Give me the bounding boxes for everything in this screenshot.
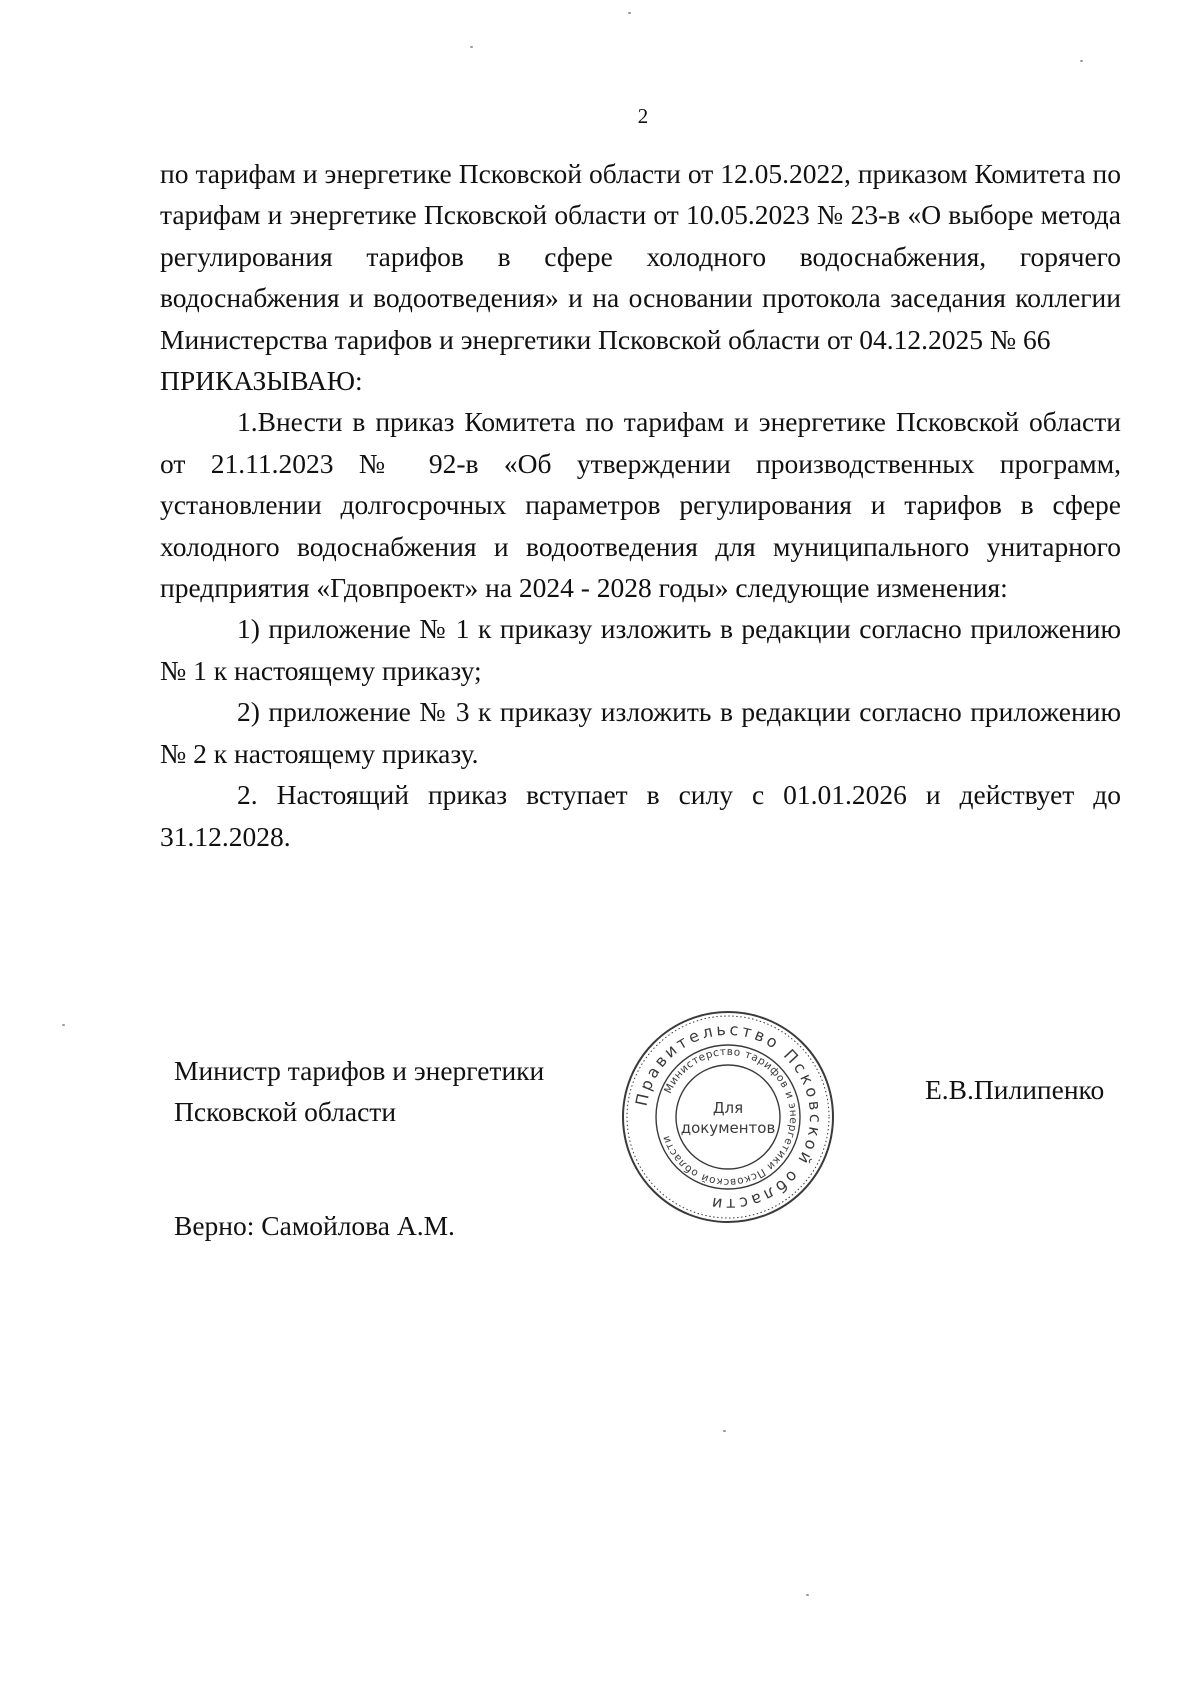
paragraph-item-1: 1.Внести в приказ Комитета по тарифам и энергетике Псковской области от 21.11.2023 № 92-в «Об утверждении производственных программ, установлении долгосрочных параметров регулирования и тарифов в сфере холодного водоснабжения и водоотведения для муниципального унитарного предприятия «Гдовпроект» на 2024 - 2028 годы» следующие изменения: xyxy=(160,406,1121,604)
scan-speck xyxy=(1080,60,1083,62)
stamp-inner-text: Министерство тарифов и энергетики Псковской области xyxy=(659,1045,800,1189)
paragraph-item-2: 2. Настоящий приказ вступает в силу с 01.01.2026 и действует до 31.12.2028. xyxy=(160,779,1121,852)
scan-speck xyxy=(723,1430,726,1432)
paragraph-preamble: по тарифам и энергетике Псковской области от 12.05.2022, приказом Комитета по тарифам и энергетике Псковской области от 10.05.2023 № 23-в «О выборе метода регулирования тарифов в сфере холодного водоснабжения, горячего водоснабжения и водоотведения» и на основании протокола заседания коллегии Министерства тарифов и энергетики Псковской области от 04.12.2025 № 66 xyxy=(160,158,1121,355)
stamp-center-line2: документов xyxy=(680,1119,776,1137)
scan-speck xyxy=(62,1024,65,1026)
document-body xyxy=(160,153,1121,857)
page-number: 2 xyxy=(637,104,649,128)
stamp-middle-ring xyxy=(656,1045,800,1189)
signatory-title xyxy=(174,1050,544,1133)
order-heading: ПРИКАЗЫВАЮ: xyxy=(160,365,363,397)
verified-line: Верно: Самойлова А.М. xyxy=(174,1210,455,1241)
scan-speck xyxy=(806,1594,809,1596)
stamp-inner-ring xyxy=(676,1065,780,1169)
scan-speck xyxy=(470,46,473,48)
stamp-graphic xyxy=(618,1007,838,1227)
signatory-title-line1: Министр тарифов и энергетики xyxy=(174,1055,545,1086)
stamp-outer-text: Правительство Псковской области xyxy=(631,1019,826,1215)
scan-speck xyxy=(628,12,631,14)
paragraph-subitem-1: 1) приложение № 1 к приказу изложить в редакции согласно приложению № 1 к настоящему приказу; xyxy=(160,613,1121,686)
stamp-outer-ring xyxy=(623,1012,833,1222)
official-stamp xyxy=(618,1007,838,1227)
signatory-name: Е.В.Пилипенко xyxy=(925,1074,1105,1105)
stamp-center-line1: Для xyxy=(712,1099,744,1117)
paragraph-subitem-2: 2) приложение № 3 к приказу изложить в редакции согласно приложению № 2 к настоящему приказу. xyxy=(160,696,1121,769)
signatory-title-line2: Псковской области xyxy=(174,1096,397,1128)
